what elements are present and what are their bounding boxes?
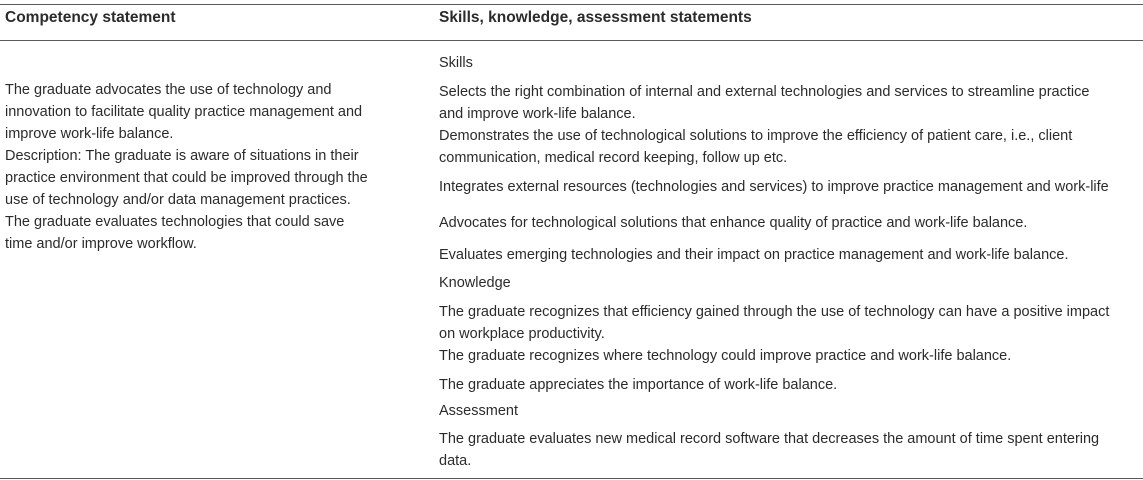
skill-statement-2-line-2: communication, medical record keeping, follow up etc.: [439, 150, 788, 166]
assessment-statement-1-line-1: The graduate evaluates new medical record software that decreases the amount of time spent entering: [439, 431, 1100, 447]
competency-line: time and/or improve workflow.: [5, 236, 197, 252]
competency-line: The graduate evaluates technologies that could save: [5, 214, 345, 230]
competency-line: use of technology and/or data management practices.: [5, 192, 351, 208]
skill-statement-5: Evaluates emerging technologies and their impact on practice management and work-life balance.: [439, 247, 1069, 263]
assessment-heading: Assessment: [439, 403, 518, 419]
skill-statement-4: Advocates for technological solutions that enhance quality of practice and work-life balance.: [439, 215, 1028, 231]
header-competency-statement: Competency statement: [5, 9, 176, 26]
skill-statement-3: Integrates external resources (technologies and services) to improve practice management and work-life: [439, 179, 1109, 195]
skill-statement-1-line-2: and improve work-life balance.: [439, 106, 636, 122]
table-bottom-rule: [0, 478, 1143, 479]
skills-heading: Skills: [439, 55, 473, 71]
assessment-statement-1-line-2: data.: [439, 453, 472, 469]
knowledge-statement-1-line-1: The graduate recognizes that efficiency gained through the use of technology can have a positive impact: [439, 304, 1110, 320]
skill-statement-2-line-1: Demonstrates the use of technological solutions to improve the efficiency of patient care, i.e., client: [439, 128, 1073, 144]
header-skills-knowledge-assessment: Skills, knowledge, assessment statements: [439, 9, 752, 26]
competency-line: practice environment that could be improved through the: [5, 170, 368, 186]
header-bottom-rule: [0, 40, 1143, 41]
knowledge-statement-1-line-2: on workplace productivity.: [439, 326, 605, 342]
knowledge-statement-3: The graduate appreciates the importance of work-life balance.: [439, 377, 838, 393]
competency-statement-cell: [5, 79, 400, 255]
knowledge-heading: Knowledge: [439, 275, 511, 291]
competency-line: improve work-life balance.: [5, 126, 174, 142]
knowledge-statement-2: The graduate recognizes where technology could improve practice and work-life balance.: [439, 348, 1012, 364]
skill-statement-1-line-1: Selects the right combination of internal and external technologies and services to streamline practice: [439, 84, 1090, 100]
competency-line: innovation to facilitate quality practice management and: [5, 104, 363, 120]
competency-line: The graduate advocates the use of technology and: [5, 82, 332, 98]
table-top-rule: [0, 4, 1143, 5]
competency-line: Description: The graduate is aware of situations in their: [5, 148, 359, 164]
